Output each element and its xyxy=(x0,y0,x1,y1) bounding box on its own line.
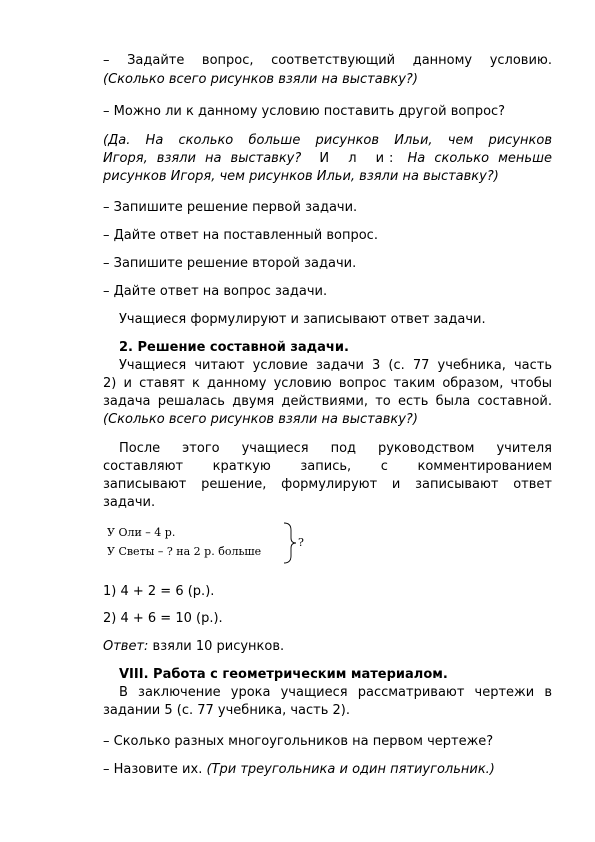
paragraph-line: задании 5 (с. 77 учебника, часть 2). xyxy=(103,703,350,718)
answer-italic-line xyxy=(103,150,552,169)
section-heading: 2. Решение составной задачи. xyxy=(119,340,349,355)
solution-step: 1) 4 + 2 = 6 (р.). xyxy=(103,584,215,599)
answer-italic-line: (Сколько всего рисунков взяли на выставку?) xyxy=(103,412,418,427)
note-line: У Оли – 4 р. xyxy=(107,526,176,539)
instruction-line: – Дайте ответ на поставленный вопрос. xyxy=(103,228,378,243)
paragraph-line: 2) и ставят к данному условию вопрос таким образом, чтобы xyxy=(103,376,552,391)
paragraph-line: записывают решение, формулируют и записывают ответ xyxy=(103,477,552,492)
answer-italic-line: (Сколько всего рисунков взяли на выставку?) xyxy=(103,72,418,87)
section-heading: VIII. Работа с геометрическим материалом. xyxy=(119,667,448,682)
paragraph-text: В заключение урока учащиеся рассматривают чертежи в xyxy=(119,685,552,700)
paragraph-line: задачи. xyxy=(103,495,156,510)
answer-italic: (Три треугольника и один пятиугольник.) xyxy=(206,762,495,777)
question-line xyxy=(103,761,552,780)
paragraph-line xyxy=(103,684,552,703)
paragraph-line: задача решалась двумя действиями, то есть была составной. xyxy=(103,394,552,409)
answer-italic-line: (Да. На сколько больше рисунков Ильи, чем рисунков xyxy=(103,133,552,148)
solution-step: 2) 4 + 6 = 10 (р.). xyxy=(103,611,223,626)
answer-label: Ответ: xyxy=(103,639,149,654)
paragraph-text: После этого учащиеся под руководством учителя xyxy=(119,441,552,456)
note-line: У Светы – ? на 2 р. больше xyxy=(107,545,262,558)
instruction-line: – Дайте ответ на вопрос задачи. xyxy=(103,284,328,299)
question-line: – Сколько разных многоугольников на первом чертеже? xyxy=(103,734,494,749)
paragraph-line xyxy=(103,440,552,459)
paragraph-text: Учащиеся читают условие задачи 3 (с. 77 учебника, часть xyxy=(119,358,552,373)
curly-brace-icon xyxy=(282,522,298,564)
note-question-mark: ? xyxy=(298,536,304,549)
answer-text: взяли 10 рисунков. xyxy=(148,639,285,654)
instruction-line: – Запишите решение первой задачи. xyxy=(103,200,358,215)
answer-fragment: Игоря, взяли на выставку? xyxy=(103,151,302,166)
or-word: И л и: xyxy=(319,151,399,166)
question-line: – Можно ли к данному условию поставить другой вопрос? xyxy=(103,104,506,119)
answer-fragment: На сколько меньше xyxy=(407,151,552,166)
short-note xyxy=(107,523,261,561)
paragraph-line: Учащиеся формулируют и записывают ответ задачи. xyxy=(119,312,486,327)
question-text: – Назовите их. xyxy=(103,762,207,777)
answer-line xyxy=(103,638,552,657)
task-question-line: – Задайте вопрос, соответствующий данному условию. xyxy=(103,53,552,68)
paragraph-line xyxy=(103,357,552,376)
paragraph-line: составляют краткую запись, с комментированием xyxy=(103,459,552,474)
instruction-line: – Запишите решение второй задачи. xyxy=(103,256,357,271)
answer-italic-line: рисунков Игоря, чем рисунков Ильи, взяли на выставку?) xyxy=(103,169,499,184)
